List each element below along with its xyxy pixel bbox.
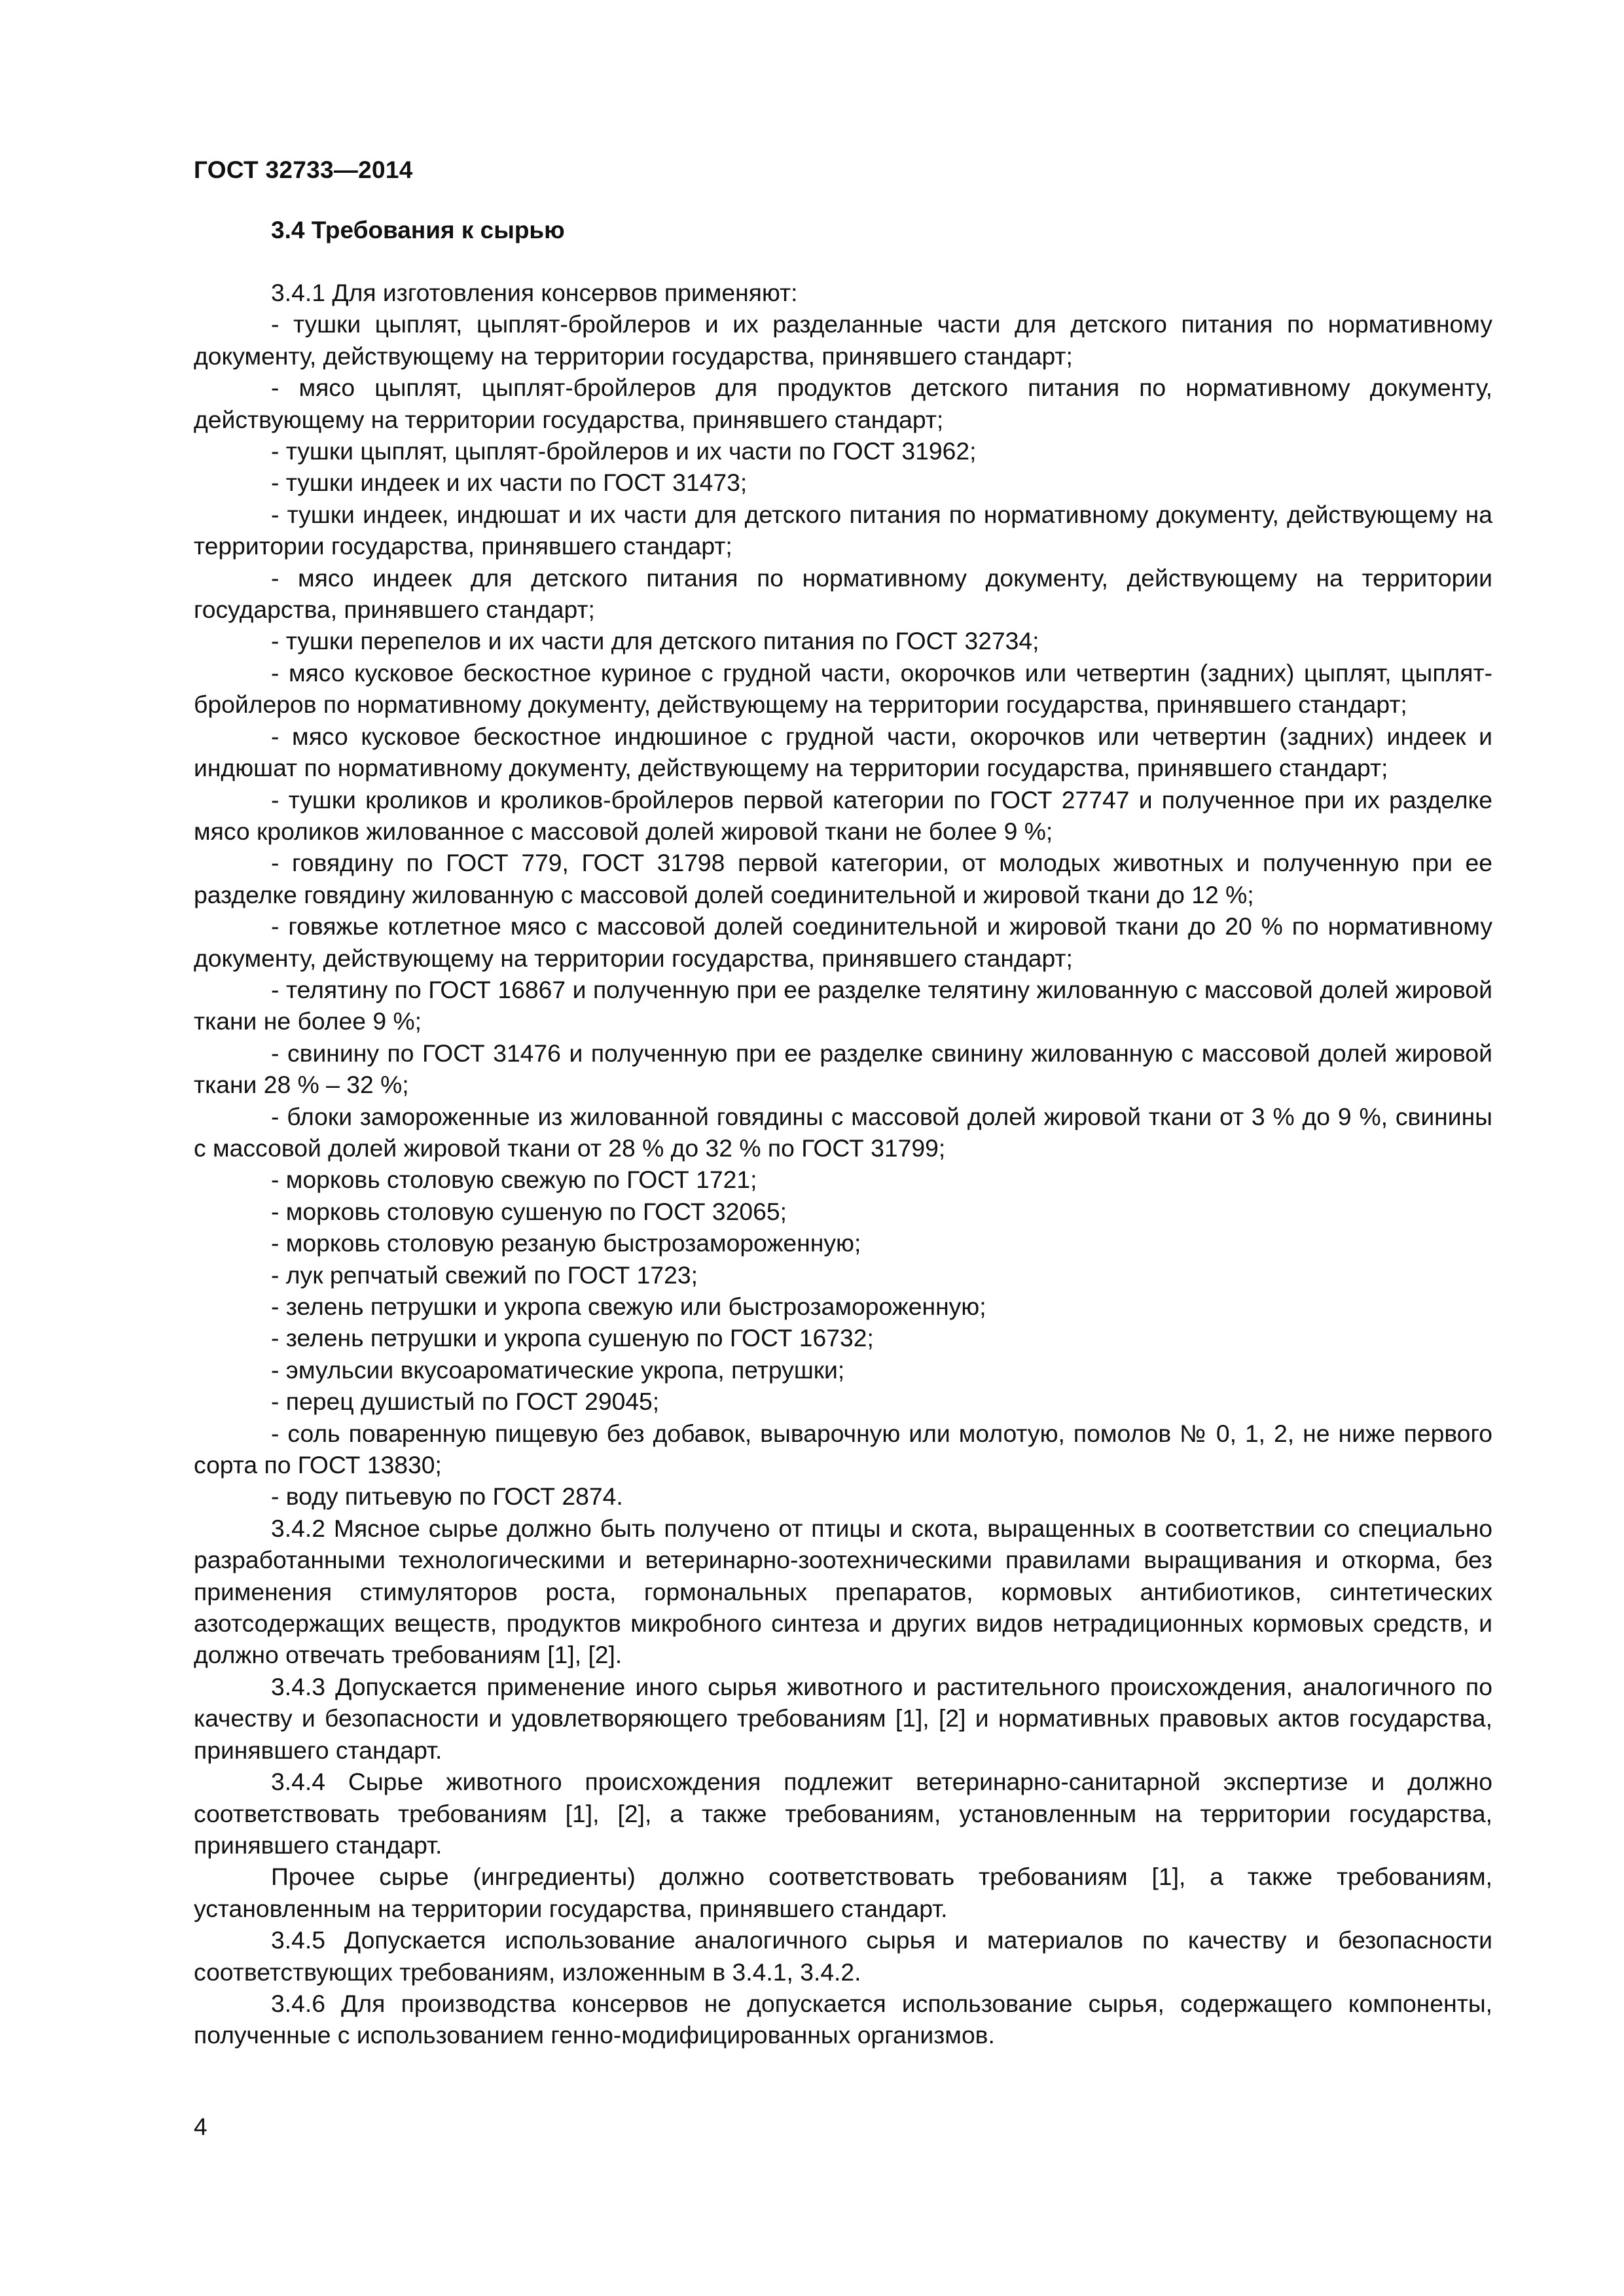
list-item: - морковь столовую резаную быстрозамороженную; <box>271 1229 861 1257</box>
list-item: - перец душистый по ГОСТ 29045; <box>271 1388 660 1416</box>
paragraph: Прочее сырье (ингредиенты) должно соответствовать требованиям [1], а также требованиям, установленным на территории государства, принявшего стандарт. <box>194 1863 1492 1922</box>
list-item: - зелень петрушки и укропа сушеную по ГОСТ 16732; <box>271 1324 874 1352</box>
paragraph: 3.4.2 Мясное сырье должно быть получено от птицы и скота, выращенных в соответствии со специально разработанными технологическими и ветеринарно-зоотехническими правилами выращивания и откорма, без применения стимуляторов роста, гормональных препаратов, кормовых антибиотиков, синтетических азотсодержащих веществ, продуктов микробного синтеза и других видов нетрадиционных кормовых средств, и должно отвечать требованиям [1], [2]. <box>194 1514 1492 1669</box>
list-item: - говядину по ГОСТ 779, ГОСТ 31798 первой категории, от молодых животных и полученную при ее разделке говядину жилованную с массовой долей соединительной и жировой ткани до 12 %; <box>194 849 1492 908</box>
list-item: - блоки замороженные из жилованной говядины с массовой долей жировой ткани от 3 % до 9 %, свинины с массовой долей жировой ткани от 28 % до 32 % по ГОСТ 31799; <box>194 1102 1492 1162</box>
paragraph: 3.4.6 Для производства консервов не допускается использование сырья, содержащего компоненты, полученные с использованием генно-модифицированных организмов. <box>194 1989 1492 2049</box>
list-item: - эмульсии вкусоароматические укропа, петрушки; <box>271 1355 845 1384</box>
standard-header: ГОСТ 32733—2014 <box>194 156 413 183</box>
section-title: 3.4 Требования к сырью <box>271 217 565 243</box>
list-item: - тушки цыплят, цыплят-бройлеров и их разделанные части для детского питания по нормативному документу, действующему на территории государства, принявшего стандарт; <box>194 310 1492 370</box>
list-item: - мясо кусковое бескостное куриное с грудной части, окорочков или четвертин (задних) цыплят, цыплят-бройлеров по нормативному документу, действующему на территории государства, принявшего стандарт; <box>194 658 1492 719</box>
list-item: - воду питьевую по ГОСТ 2874. <box>271 1482 623 1511</box>
paragraph: 3.4.4 Сырье животного происхождения подлежит ветеринарно-санитарной экспертизе и должно соответствовать требованиям [1], [2], а также требованиям, установленным на территории государства, принявшего стандарт. <box>194 1768 1492 1859</box>
list-item: - мясо цыплят, цыплят-бройлеров для продуктов детского питания по нормативному документу, действующему на территории государства, принявшего стандарт; <box>194 374 1492 433</box>
list-item: - тушки перепелов и их части для детского питания по ГОСТ 32734; <box>271 627 1039 655</box>
list-item: - тушки индеек и их части по ГОСТ 31473; <box>271 469 748 497</box>
list-item: - мясо индеек для детского питания по нормативному документу, действующему на территории государства, принявшего стандарт; <box>194 564 1492 624</box>
list-item: - мясо кусковое бескостное индюшиное с грудной части, окорочков или четвертин (задних) индеек и индюшат по нормативному документу, действующему на территории государства, принявшего стандарт; <box>194 722 1492 782</box>
list-item: - телятину по ГОСТ 16867 и полученную при ее разделке телятину жилованную с массовой долей жировой ткани не более 9 %; <box>194 975 1492 1035</box>
list-item: - тушки кроликов и кроликов-бройлеров первой категории по ГОСТ 27747 и полученное при их разделке мясо кроликов жилованное с массовой долей жировой ткани не более 9 %; <box>194 785 1492 845</box>
list-item: - лук репчатый свежий по ГОСТ 1723; <box>271 1261 698 1289</box>
document-body <box>194 277 1492 2051</box>
paragraph: 3.4.5 Допускается использование аналогичного сырья и материалов по качеству и безопасности соответствующих требованиям, изложенным в 3.4.1, 3.4.2. <box>194 1926 1492 1986</box>
paragraph: 3.4.3 Допускается применение иного сырья животного и растительного происхождения, аналогичного по качеству и безопасности и удовлетворяющего требованиям [1], [2] и нормативных правовых актов государства, принявшего стандарт. <box>194 1672 1492 1764</box>
list-item: - морковь столовую свежую по ГОСТ 1721; <box>271 1166 757 1194</box>
page-number: 4 <box>194 2113 208 2140</box>
list-item: - свинину по ГОСТ 31476 и полученную при ее разделке свинину жилованную с массовой долей жировой ткани 28 % – 32 %; <box>194 1039 1492 1099</box>
paragraph: 3.4.1 Для изготовления консервов применяют: <box>271 279 798 306</box>
list-item: - говяжье котлетное мясо с массовой долей соединительной и жировой ткани до 20 % по нормативному документу, действующему на территории государства, принявшего стандарт; <box>194 912 1492 972</box>
list-item: - тушки индеек, индюшат и их части для детского питания по нормативному документу, действующему на территории государства, принявшего стандарт; <box>194 500 1492 560</box>
list-item: - соль поваренную пищевую без добавок, выварочную или молотую, помолов № 0, 1, 2, не ниже первого сорта по ГОСТ 13830; <box>194 1419 1492 1479</box>
list-item: - морковь столовую сушеную по ГОСТ 32065; <box>271 1197 787 1225</box>
list-item: - зелень петрушки и укропа свежую или быстрозамороженную; <box>271 1293 986 1320</box>
list-item: - тушки цыплят, цыплят-бройлеров и их части по ГОСТ 31962; <box>271 437 977 465</box>
